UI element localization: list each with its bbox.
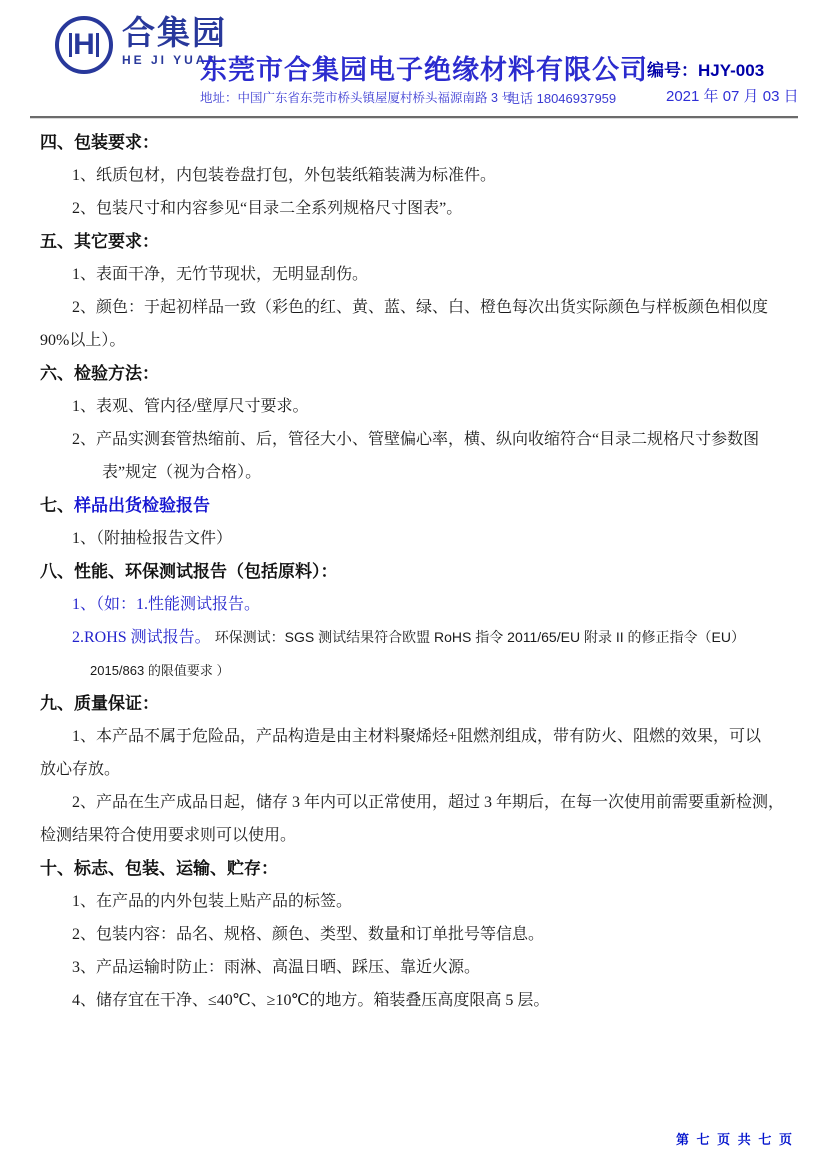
- header-divider: [30, 116, 798, 119]
- list-item: 1、纸质包材，内包装卷盘打包，外包装纸箱装满为标准件。: [72, 167, 497, 184]
- rohs-report-label: 2.ROHS 测试报告。: [72, 629, 211, 646]
- section-title: 质量保证：: [74, 694, 159, 713]
- logo-ring-icon: [55, 16, 113, 74]
- list-item: 2、产品实测套管热缩前、后，管径大小、管壁偏心率，横、纵向收缩符合“目录二规格尺寸参数图: [72, 431, 760, 448]
- doc-date: 2021 年 07 月 03 日: [666, 88, 799, 105]
- list-item: 2、颜色：于起初样品一致（彩色的红、黄、蓝、绿、白、橙色每次出货实际颜色与样板颜色相似度: [72, 299, 769, 316]
- section-number: 七、: [40, 496, 74, 515]
- list-item: 1、本产品不属于危险品，产品构造是由主材料聚烯烃+阻燃剂组成，带有防火、阻燃的效果，可以: [72, 728, 762, 745]
- section-title: 标志、包装、运输、贮存：: [74, 859, 278, 878]
- company-address: 地址：中国广东省东莞市桥头镇屋厦村桥头福源南路 3 号: [200, 91, 514, 105]
- list-item: 1、表面干净，无竹节现状，无明显刮伤。: [72, 266, 369, 283]
- list-item-continuation: 90%以上）。: [40, 332, 126, 349]
- list-item: 1、表观、管内径/壁厚尺寸要求。: [72, 398, 309, 415]
- section-title: 检验方法：: [74, 364, 159, 383]
- section-number: 十、: [40, 859, 74, 878]
- section-number: 九、: [40, 694, 74, 713]
- section-heading-other-requirements: [40, 225, 802, 258]
- list-item: [72, 621, 802, 654]
- list-item-continuation: 2015/863 的限值要求 ）: [90, 663, 230, 678]
- list-item: 2、包装尺寸和内容参见“目录二全系列规格尺寸图表”。: [72, 200, 463, 217]
- list-item: 1、（如：1.性能测试报告。: [72, 596, 261, 613]
- document-header: [0, 0, 826, 118]
- logo-name-cn: 合集园: [122, 14, 227, 51]
- company-name: 东莞市合集园电子绝缘材料有限公司: [200, 55, 648, 85]
- company-phone: 电话 18046937959: [507, 91, 617, 106]
- section-number: 六、: [40, 364, 74, 383]
- section-title: 包装要求：: [74, 133, 159, 152]
- section-title: 样品出货检验报告: [74, 496, 210, 515]
- rohs-report-note: 环保测试：SGS 测试结果符合欧盟 RoHS 指令 2011/65/EU 附录 II 的修正指令（EU）: [214, 629, 745, 645]
- list-item: 4、储存宜在干净、≤40℃、≥10℃的地方。箱装叠压高度限高 5 层。: [72, 992, 550, 1009]
- section-title: 性能、环保测试报告（包括原料）：: [74, 562, 338, 581]
- section-number: 五、: [40, 232, 74, 251]
- section-heading-packaging: [40, 126, 802, 159]
- list-item: 2、产品在生产成品日起，储存 3 年内可以正常使用，超过 3 年期后，在每一次使用前需要重新检测，: [72, 794, 785, 811]
- logo-name-en: HE JI YUAN: [122, 52, 220, 67]
- logo-monogram: H: [73, 28, 95, 61]
- section-number: 四、: [40, 133, 74, 152]
- list-item-continuation: 表”规定（视为合格）。: [102, 464, 262, 481]
- list-item-continuation: 检测结果符合使用要求则可以使用。: [40, 827, 297, 844]
- section-heading-test-reports: [40, 555, 802, 588]
- list-item: 1、在产品的内外包装上贴产品的标签。: [72, 893, 353, 910]
- list-item-continuation: 放心存放。: [40, 761, 121, 778]
- doc-number: 编号：HJY-003: [647, 61, 765, 80]
- section-number: 八、: [40, 562, 74, 581]
- section-heading-sample-report: [40, 489, 802, 522]
- section-heading-quality-assurance: [40, 687, 802, 720]
- list-item: 1、（附抽检报告文件）: [72, 530, 233, 547]
- page-number: 第 七 页 共 七 页: [675, 1132, 794, 1147]
- section-heading-storage-transport: [40, 852, 802, 885]
- section-title: 其它要求：: [74, 232, 159, 251]
- section-heading-inspection-method: [40, 357, 802, 390]
- list-item: 2、包装内容：品名、规格、颜色、类型、数量和订单批号等信息。: [72, 926, 545, 943]
- document-body: [40, 126, 802, 1017]
- list-item: 3、产品运输时防止：雨淋、高温日晒、踩压、靠近火源。: [72, 959, 481, 976]
